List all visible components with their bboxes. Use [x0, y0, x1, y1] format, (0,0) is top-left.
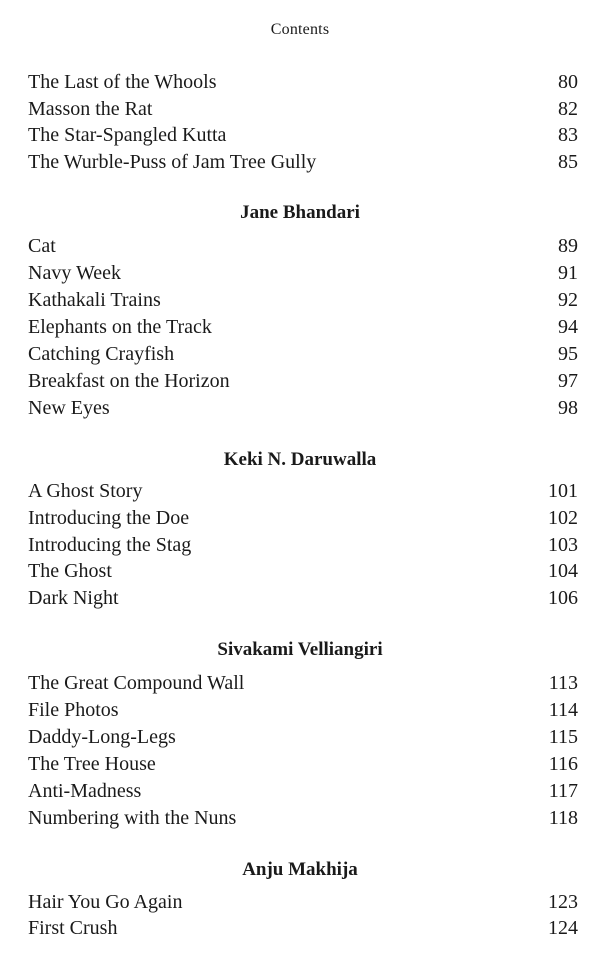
toc-entry-page: 97	[558, 370, 578, 392]
toc-entry[interactable]	[28, 260, 578, 287]
toc-entry-title: Dark Night	[28, 587, 119, 609]
toc-entry[interactable]	[28, 233, 578, 260]
toc-entry-title: New Eyes	[28, 397, 110, 419]
toc-entry[interactable]	[28, 368, 578, 395]
toc-entry[interactable]	[28, 751, 578, 778]
toc-entry-title: Breakfast on the Horizon	[28, 370, 230, 392]
toc-entry-page: 103	[548, 534, 578, 556]
toc-entry[interactable]	[28, 69, 578, 96]
toc-entry-title: Daddy-Long-Legs	[28, 726, 176, 748]
author-heading: Keki N. Daruwalla	[223, 449, 377, 470]
toc-entry[interactable]	[28, 585, 578, 612]
toc-entry-title: Cat	[28, 235, 56, 257]
toc-entry[interactable]	[28, 395, 578, 422]
toc-entry-title: First Crush	[28, 917, 118, 939]
toc-entry[interactable]	[28, 122, 578, 149]
toc-entry[interactable]	[28, 778, 578, 805]
toc-entry[interactable]	[28, 889, 578, 916]
toc-entry[interactable]	[28, 505, 578, 532]
toc-entry[interactable]	[28, 149, 578, 176]
toc-entry-title: Anti-Madness	[28, 780, 142, 802]
toc-entry-title: File Photos	[28, 699, 119, 721]
toc-entry-title: The Ghost	[28, 560, 112, 582]
author-heading: Sivakami Velliangiri	[217, 639, 383, 660]
toc-entry-title: Numbering with the Nuns	[28, 807, 237, 829]
toc-entry-title: A Ghost Story	[28, 480, 143, 502]
toc-entry[interactable]	[28, 805, 578, 832]
page-title: Contents	[270, 21, 330, 38]
toc-entry-title: The Tree House	[28, 753, 156, 775]
toc-entry-title: Introducing the Stag	[28, 534, 192, 556]
toc-entry-page: 118	[548, 807, 578, 829]
author-heading: Anju Makhija	[242, 859, 358, 880]
author-heading: Jane Bhandari	[240, 202, 360, 223]
toc-entry-page: 82	[558, 98, 578, 120]
toc-entry-page: 123	[548, 891, 578, 913]
toc-entry-page: 98	[558, 397, 578, 419]
toc-entry-title: The Great Compound Wall	[28, 672, 245, 694]
toc-entry-title: Elephants on the Track	[28, 316, 212, 338]
toc-entry-page: 94	[558, 316, 578, 338]
toc-entry-page: 83	[558, 124, 578, 146]
toc-entry-page: 80	[558, 71, 578, 93]
toc-entry[interactable]	[28, 478, 578, 505]
toc-entry[interactable]	[28, 915, 578, 942]
toc-entry-title: Catching Crayfish	[28, 343, 175, 365]
toc-entry[interactable]	[28, 724, 578, 751]
toc-entry[interactable]	[28, 96, 578, 123]
toc-entry[interactable]	[28, 697, 578, 724]
toc-entry[interactable]	[28, 287, 578, 314]
toc-entry-page: 91	[558, 262, 578, 284]
toc-entry-page: 114	[548, 699, 578, 721]
toc-entry[interactable]	[28, 670, 578, 697]
toc-entry-page: 85	[558, 151, 578, 173]
toc-entry[interactable]	[28, 314, 578, 341]
toc-entry-title: Navy Week	[28, 262, 121, 284]
toc-entry-page: 92	[558, 289, 578, 311]
toc-entry-page: 124	[548, 917, 578, 939]
toc-entry-title: Hair You Go Again	[28, 891, 183, 913]
toc-entry-page: 101	[548, 480, 578, 502]
toc-entry-page: 113	[548, 672, 578, 694]
toc-entry-page: 115	[548, 726, 578, 748]
toc-entry-title: Introducing the Doe	[28, 507, 190, 529]
toc-entry[interactable]	[28, 532, 578, 559]
toc-entry-title: The Star-Spangled Kutta	[28, 124, 227, 146]
toc-entry-page: 95	[558, 343, 578, 365]
toc-entry-title: The Wurble-Puss of Jam Tree Gully	[28, 151, 317, 173]
toc-entry-page: 116	[548, 753, 578, 775]
toc-entry[interactable]	[28, 341, 578, 368]
toc-entry-page: 104	[548, 560, 578, 582]
toc-entry-title: Kathakali Trains	[28, 289, 161, 311]
toc-entry[interactable]	[28, 558, 578, 585]
toc-entry-title: The Last of the Whools	[28, 71, 217, 93]
toc-entry-title: Masson the Rat	[28, 98, 153, 120]
toc-entry-page: 117	[548, 780, 578, 802]
toc-entry-page: 102	[548, 507, 578, 529]
toc-entry-page: 106	[548, 587, 578, 609]
toc-entry-page: 89	[558, 235, 578, 257]
